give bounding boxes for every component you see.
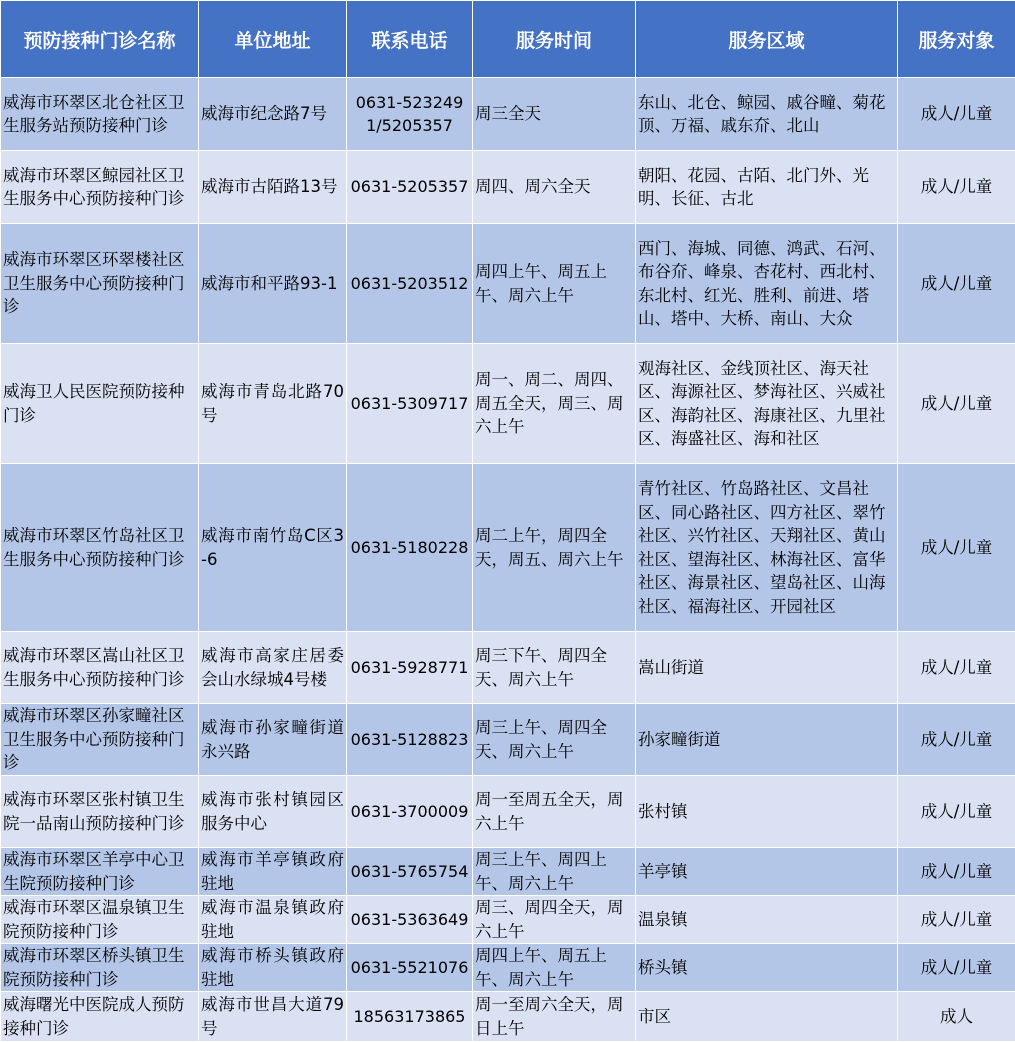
hours-cell: 周三上午、周四上午、周六上午: [473, 848, 636, 896]
area-cell: 温泉镇: [636, 896, 898, 944]
area-cell: 嵩山街道: [636, 632, 898, 704]
clinic-name-cell: 威海市环翠区环翠楼社区卫生服务中心预防接种门诊: [1, 224, 199, 344]
address-cell: 威海市南竹岛C区3-6: [199, 464, 347, 632]
target-cell: 成人/儿童: [898, 776, 1015, 848]
area-cell: 市区: [636, 992, 898, 1042]
table-row: [1, 464, 1015, 632]
area-cell: 东山、北仓、鲸园、戚谷疃、菊花顶、万福、戚东夼、北山: [636, 78, 898, 151]
target-cell: 成人/儿童: [898, 632, 1015, 704]
header-phone: 联系电话: [347, 1, 473, 78]
header-area: 服务区域: [636, 1, 898, 78]
address-cell: 威海市孙家疃街道永兴路: [199, 704, 347, 776]
clinic-name-cell: 威海市环翠区羊亭中心卫生院预防接种门诊: [1, 848, 199, 896]
phone-cell: 0631-5203512: [347, 224, 473, 344]
clinic-name-cell: 威海市环翠区北仓社区卫生服务站预防接种门诊: [1, 78, 199, 151]
address-cell: 威海市世昌大道79号: [199, 992, 347, 1042]
table-row: [1, 992, 1015, 1042]
table-row: [1, 78, 1015, 151]
area-cell: 羊亭镇: [636, 848, 898, 896]
address-cell: 威海市温泉镇政府驻地: [199, 896, 347, 944]
phone-cell: 0631-5232491/5205357: [347, 78, 473, 151]
header-name: 预防接种门诊名称: [1, 1, 199, 78]
area-cell: 孙家疃街道: [636, 704, 898, 776]
phone-cell: 0631-5180228: [347, 464, 473, 632]
phone-cell: 0631-5128823: [347, 704, 473, 776]
phone-cell: 0631-5363649: [347, 896, 473, 944]
clinic-name-cell: 威海市环翠区桥头镇卫生院预防接种门诊: [1, 944, 199, 992]
clinic-name-cell: 威海市环翠区嵩山社区卫生服务中心预防接种门诊: [1, 632, 199, 704]
hours-cell: 周一至周五全天，周六上午: [473, 776, 636, 848]
target-cell: 成人/儿童: [898, 151, 1015, 224]
phone-cell: 0631-5521076: [347, 944, 473, 992]
area-cell: 观海社区、金线顶社区、海天社区、海源社区、梦海社区、兴威社区、海韵社区、海康社区、九里社区、海盛社区、海和社区: [636, 344, 898, 464]
target-cell: 成人/儿童: [898, 224, 1015, 344]
table-row: [1, 704, 1015, 776]
address-cell: 威海市张村镇园区服务中心: [199, 776, 347, 848]
hours-cell: 周四上午、周五上午、周六上午: [473, 944, 636, 992]
target-cell: 成人/儿童: [898, 704, 1015, 776]
address-cell: 威海市羊亭镇政府驻地: [199, 848, 347, 896]
header-address: 单位地址: [199, 1, 347, 78]
target-cell: 成人: [898, 992, 1015, 1042]
target-cell: 成人/儿童: [898, 78, 1015, 151]
header-row: [1, 1, 1015, 78]
address-cell: 威海市高家庄居委会山水绿城4号楼: [199, 632, 347, 704]
phone-cell: 18563173865: [347, 992, 473, 1042]
area-cell: 桥头镇: [636, 944, 898, 992]
table-row: [1, 151, 1015, 224]
clinic-name-cell: 威海市环翠区张村镇卫生院一品南山预防接种门诊: [1, 776, 199, 848]
target-cell: 成人/儿童: [898, 344, 1015, 464]
area-cell: 西门、海城、同德、鸿武、石河、布谷夼、峰泉、杏花村、西北村、东北村、红光、胜利、前进、塔山、塔中、大桥、南山、大众: [636, 224, 898, 344]
address-cell: 威海市古陌路13号: [199, 151, 347, 224]
table-row: [1, 632, 1015, 704]
phone-cell: 0631-3700009: [347, 776, 473, 848]
hours-cell: 周二上午，周四全天，周五、周六上午: [473, 464, 636, 632]
clinic-name-cell: 威海曙光中医院成人预防接种门诊: [1, 992, 199, 1042]
target-cell: 成人/儿童: [898, 848, 1015, 896]
clinic-name-cell: 威海市环翠区温泉镇卫生院预防接种门诊: [1, 896, 199, 944]
target-cell: 成人/儿童: [898, 944, 1015, 992]
phone-cell: 0631-5309717: [347, 344, 473, 464]
address-cell: 威海市纪念路7号: [199, 78, 347, 151]
target-cell: 成人/儿童: [898, 464, 1015, 632]
clinic-name-cell: 威海市环翠区竹岛社区卫生服务中心预防接种门诊: [1, 464, 199, 632]
area-cell: 张村镇: [636, 776, 898, 848]
header-hours: 服务时间: [473, 1, 636, 78]
header-target: 服务对象: [898, 1, 1015, 78]
table-row: [1, 776, 1015, 848]
clinic-name-cell: 威海市环翠区鲸园社区卫生服务中心预防接种门诊: [1, 151, 199, 224]
table-row: [1, 896, 1015, 944]
address-cell: 威海市桥头镇政府驻地: [199, 944, 347, 992]
hours-cell: 周三全天: [473, 78, 636, 151]
address-cell: 威海市和平路93-1: [199, 224, 347, 344]
hours-cell: 周三下午、周四全天、周六上午: [473, 632, 636, 704]
hours-cell: 周三、周四全天，周六上午: [473, 896, 636, 944]
hours-cell: 周一至周六全天，周日上午: [473, 992, 636, 1042]
table-row: [1, 944, 1015, 992]
address-cell: 威海市青岛北路70号: [199, 344, 347, 464]
clinic-name-cell: 威海卫人民医院预防接种门诊: [1, 344, 199, 464]
hours-cell: 周一、周二、周四、周五全天，周三、周六上午: [473, 344, 636, 464]
hours-cell: 周四、周六全天: [473, 151, 636, 224]
hours-cell: 周四上午、周五上午、周六上午: [473, 224, 636, 344]
target-cell: 成人/儿童: [898, 896, 1015, 944]
table-row: [1, 224, 1015, 344]
clinic-name-cell: 威海市环翠区孙家疃社区卫生服务中心预防接种门诊: [1, 704, 199, 776]
phone-cell: 0631-5765754: [347, 848, 473, 896]
hours-cell: 周三上午、周四全天、周六上午: [473, 704, 636, 776]
area-cell: 朝阳、花园、古陌、北门外、光明、长征、古北: [636, 151, 898, 224]
table-row: [1, 848, 1015, 896]
table-row: [1, 344, 1015, 464]
phone-cell: 0631-5205357: [347, 151, 473, 224]
area-cell: 青竹社区、竹岛路社区、文昌社区、同心路社区、四方社区、翠竹社区、兴竹社区、天翔社区、黄山社区、望海社区、林海社区、富华社区、海景社区、望岛社区、山海社区、福海社区、开园社区: [636, 464, 898, 632]
phone-cell: 0631-5928771: [347, 632, 473, 704]
